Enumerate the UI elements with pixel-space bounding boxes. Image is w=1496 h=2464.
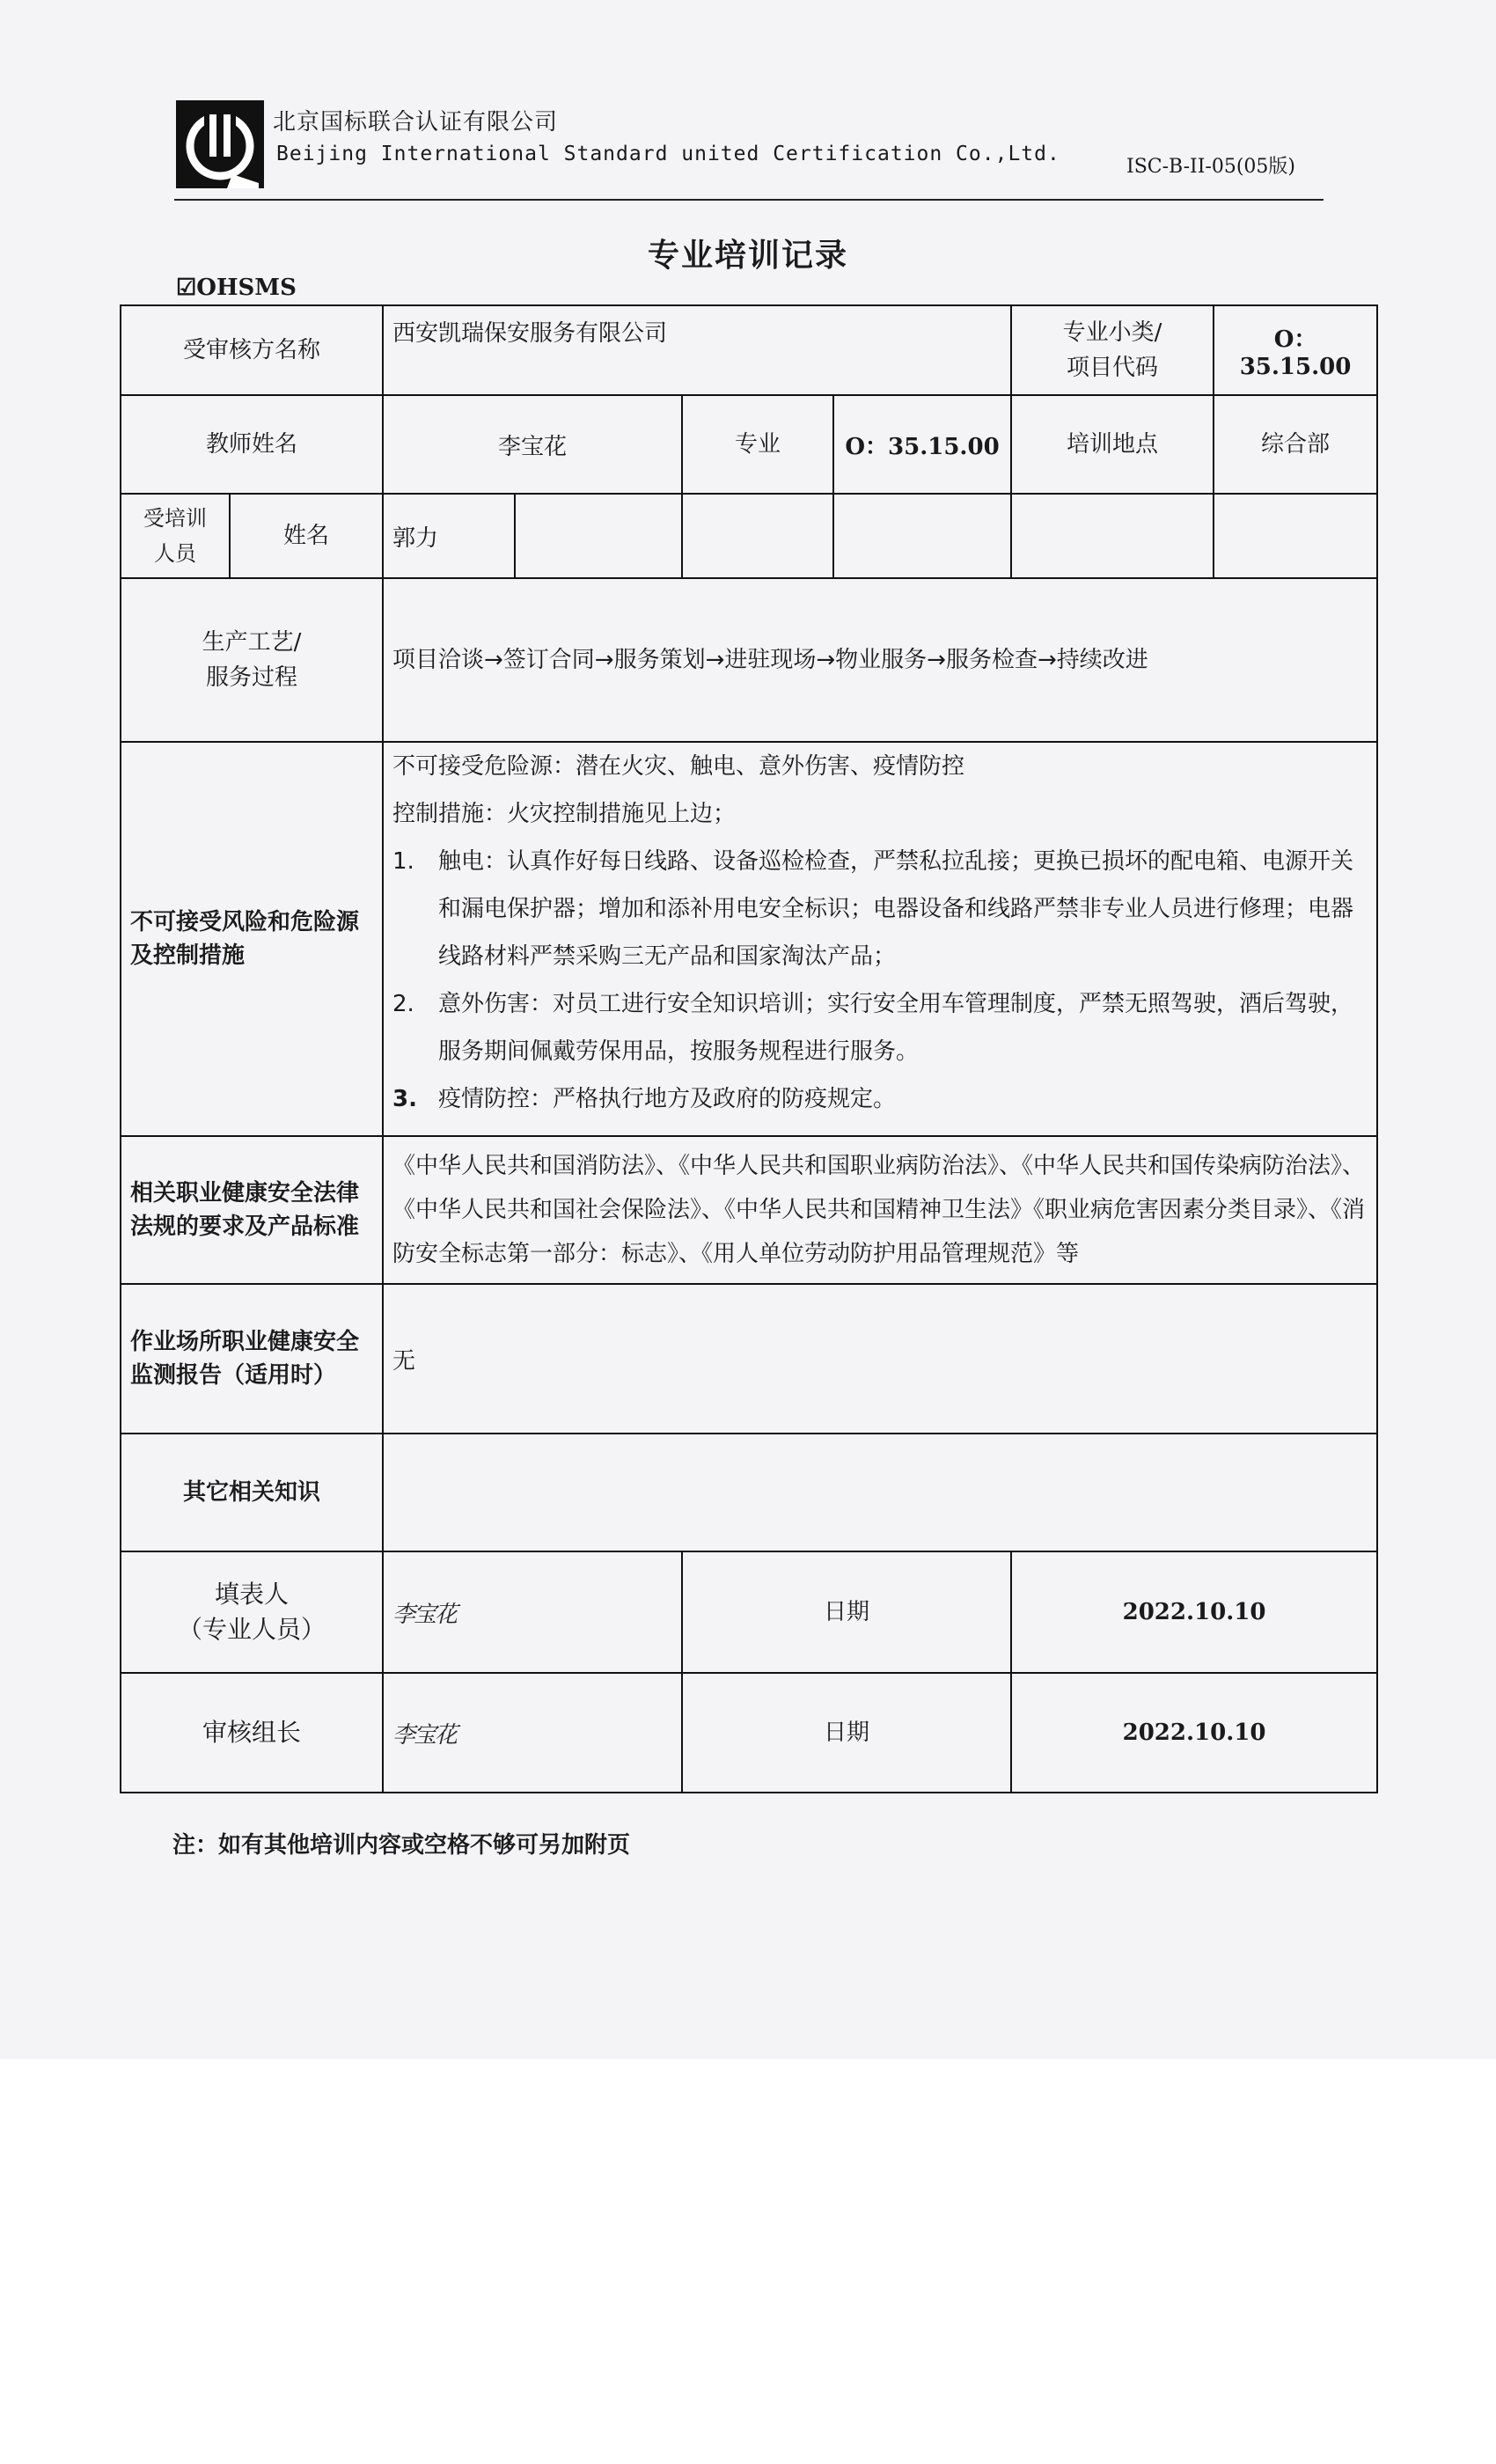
trainee-cell-6 [1214, 494, 1377, 578]
teacher-label: 教师姓名 [121, 395, 383, 494]
teacher-value: 李宝花 [383, 395, 682, 494]
risk-label-line2: 及控制措施 [130, 942, 246, 969]
leader-signature: 李宝花 [383, 1673, 682, 1793]
other-row [121, 1434, 1377, 1551]
risk-line-hazards: 不可接受危险源：潜在火灾、触电、意外伤害、疫情防控 [392, 753, 965, 780]
laws-label-line2: 法规的要求及产品标准 [130, 1214, 360, 1240]
risk-item-number: 3. [392, 1086, 417, 1112]
risk-item-text: 触电：认真作好每日线路、设备巡检检查，严禁私拉乱接；更换已损坏的配电箱、电源开关和漏电保护器；增加和添补用电安全标识；电器设备和线路严禁非专业人员进行修理；电器线路材料严禁采购三无产品和国家淘汰产品； [438, 848, 1354, 970]
risk-row [121, 742, 1377, 1136]
filler-date-label: 日期 [682, 1551, 1011, 1673]
subcategory-value: O：35.15.00 [1214, 305, 1377, 395]
trainee-cell-2 [515, 494, 682, 578]
laws-label-line1: 相关职业健康安全法律 [130, 1180, 360, 1206]
name-label: 姓名 [230, 494, 383, 578]
filler-label-line2: （专业人员） [178, 1615, 326, 1644]
location-value: 综合部 [1214, 395, 1377, 494]
trainee-name: 郭力 [383, 494, 515, 578]
risk-item-number: 2. [392, 991, 414, 1017]
process-value: 项目洽谈→签订合同→服务策划→进驻现场→物业服务→服务检查→持续改进 [383, 578, 1377, 742]
trainee-cell-5 [1011, 494, 1214, 578]
major-label: 专业 [682, 395, 833, 494]
laws-value: 《中华人民共和国消防法》、《中华人民共和国职业病防治法》、《中华人民共和国传染病防治法》、《中华人民共和国社会保险法》、《中华人民共和国精神卫生法》《职业病危害因素分类目录》、《消防安全标志第一部分：标志》、《用人单位劳动防护用品管理规范》等 [383, 1136, 1377, 1284]
risk-item [392, 1075, 1368, 1123]
teacher-row [121, 395, 1377, 494]
trainee-label-line2: 人员 [154, 541, 196, 566]
laws-label [121, 1136, 383, 1284]
monitor-label-line2: 监测报告（适用时） [130, 1362, 337, 1389]
process-row [121, 578, 1377, 742]
trainee-label-line1: 受培训 [143, 506, 207, 531]
filler-label-line1: 填表人 [215, 1580, 290, 1609]
auditee-value: 西安凯瑞保安服务有限公司 [383, 305, 1011, 395]
subcategory-label [1011, 305, 1214, 395]
leader-date: 2022.10.10 [1011, 1673, 1377, 1793]
risk-line-measures: 控制措施：火灾控制措施见上边； [392, 801, 737, 827]
risk-item-text: 疫情防控：严格执行地方及政府的防疫规定。 [438, 1086, 897, 1112]
filler-row [121, 1551, 1377, 1673]
training-record-table [120, 304, 1378, 1793]
leader-date-label: 日期 [682, 1673, 1011, 1793]
other-value [383, 1434, 1377, 1551]
company-name-en: Beijing International Standard united Certification Co.,Ltd. [276, 143, 1060, 165]
trainee-cell-4 [833, 494, 1011, 578]
location-label: 培训地点 [1011, 395, 1214, 494]
leader-row [121, 1673, 1377, 1793]
ohsms-checkbox: ☑OHSMS [176, 275, 297, 301]
leader-label: 审核组长 [121, 1673, 383, 1793]
filler-label [121, 1551, 383, 1673]
company-name-cn: 北京国标联合认证有限公司 [273, 109, 559, 136]
document-code: ISC-B-II-05(05版) [1126, 156, 1296, 178]
process-label-line2: 服务过程 [206, 664, 298, 691]
trainee-cell-3 [682, 494, 833, 578]
trainee-row [121, 494, 1377, 578]
auditee-label: 受审核方名称 [121, 305, 383, 395]
other-label: 其它相关知识 [121, 1434, 383, 1551]
auditee-row [121, 305, 1377, 395]
trainee-label [121, 494, 230, 578]
risk-label-line1: 不可接受风险和危险源 [130, 909, 360, 935]
monitor-value: 无 [383, 1284, 1377, 1434]
risk-item-number: 1. [392, 848, 414, 875]
monitor-label-line1: 作业场所职业健康安全 [130, 1329, 360, 1355]
filler-signature: 李宝花 [383, 1551, 682, 1673]
major-value: O：35.15.00 [833, 395, 1011, 494]
risk-content [383, 742, 1377, 1136]
monitor-label [121, 1284, 383, 1434]
header-divider [174, 199, 1324, 201]
subcategory-label-line2: 项目代码 [1067, 355, 1159, 381]
monitor-row [121, 1284, 1377, 1434]
risk-item [392, 980, 1368, 1075]
footnote: 注：如有其他培训内容或空格不够可另加附页 [172, 1832, 631, 1859]
risk-item [392, 838, 1368, 980]
filler-date: 2022.10.10 [1011, 1551, 1377, 1673]
process-label-line1: 生产工艺/ [202, 629, 302, 656]
laws-row [121, 1136, 1377, 1284]
risk-item-text: 意外伤害：对员工进行安全知识培训；实行安全用车管理制度，严禁无照驾驶，酒后驾驶，服务期间佩戴劳保用品，按服务规程进行服务。 [438, 991, 1354, 1065]
subcategory-label-line1: 专业小类/ [1062, 319, 1162, 346]
page-title: 专业培训记录 [647, 238, 848, 274]
isc-logo-icon [174, 99, 266, 190]
process-label [121, 578, 383, 742]
risk-label [121, 742, 383, 1136]
